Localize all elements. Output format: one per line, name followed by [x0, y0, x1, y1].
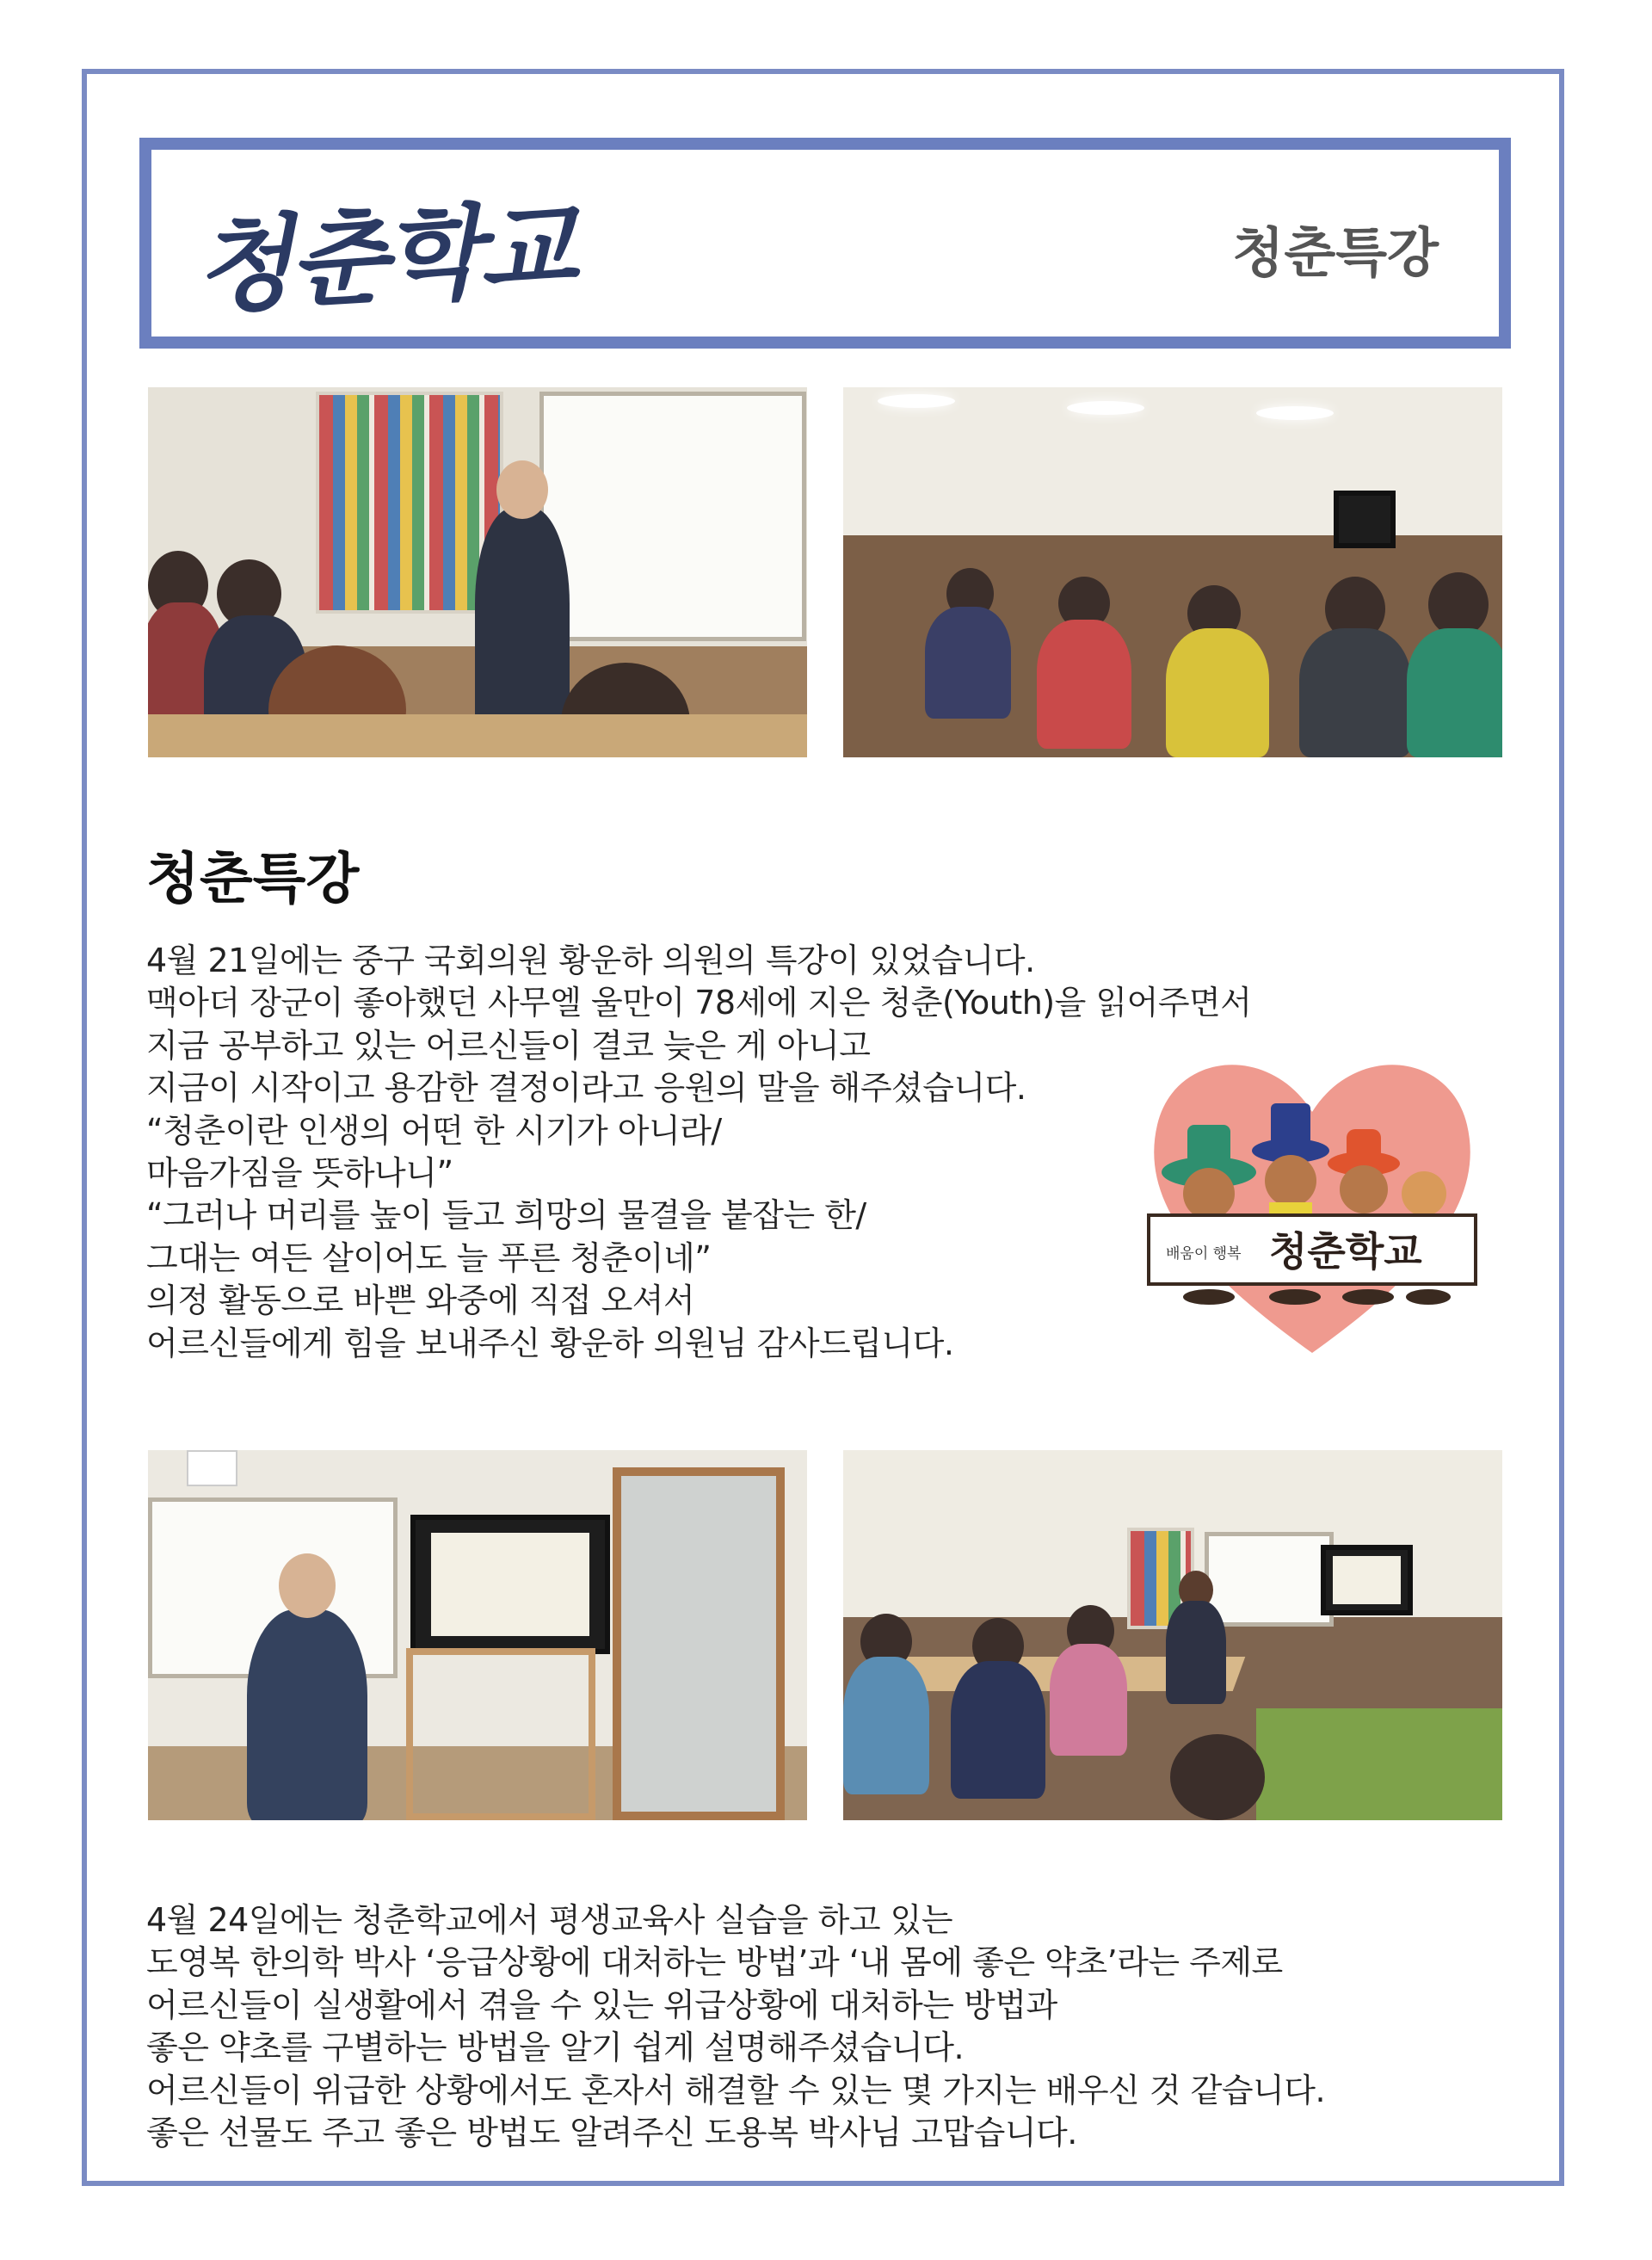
- photo-classroom-wide: [843, 1450, 1502, 1820]
- paragraph-second-lecture: [146, 1899, 1325, 2154]
- paragraph-line: 4월 21일에는 중구 국회의원 황운하 의원의 특강이 있었습니다.: [146, 942, 1035, 979]
- banner-main-text: 청춘학교: [1269, 1228, 1422, 1275]
- paragraph-line: “그러나 머리를 높이 들고 희망의 물결을 붙잡는 한/: [146, 1196, 866, 1235]
- paragraph-line: 좋은 선물도 주고 좋은 방법도 알려주신 도용복 박사님 고맙습니다.: [146, 2114, 1077, 2152]
- school-mascot-illustration: [1140, 1043, 1484, 1362]
- paragraph-line: 지금 공부하고 있는 어르신들이 결코 늦은 게 아니고: [146, 1026, 871, 1065]
- photo-lecturer-tv: [148, 1450, 807, 1820]
- paragraph-first-lecture: [146, 940, 1251, 1365]
- tv-stand: [406, 1648, 595, 1820]
- photo-lecture-speaker: [148, 387, 807, 757]
- paragraph-line: 맥아더 장군이 좋아했던 사무엘 울만이 78세에 지은 청춘(Youth)을 읽어주면서: [146, 984, 1252, 1022]
- header-banner: [139, 138, 1511, 349]
- paragraph-line: 어르신들이 실생활에서 겪을 수 있는 위급상황에 대처하는 방법과: [146, 1985, 1057, 2024]
- paragraph-line: 어르신들이 위급한 상황에서도 혼자서 해결할 수 있는 몇 가지는 배우신 것 같습니다.: [146, 2071, 1326, 2109]
- paragraph-line: “청춘이란 인생의 어떤 한 시기가 아니라/: [146, 1111, 722, 1150]
- paragraph-line: 마음가짐을 뜻하나니”: [146, 1154, 453, 1193]
- paragraph-line: 지금이 시작이고 용감한 결정이라고 응원의 말을 해주셨습니다.: [146, 1069, 1026, 1108]
- flag: [187, 1450, 237, 1486]
- paragraph-line: 도영복 한의학 박사 ‘응급상황에 대처하는 방법’과 ‘내 몸에 좋은 약초’라는 주제로: [146, 1943, 1283, 1982]
- section-title: 청춘특강: [146, 848, 360, 911]
- door: [613, 1467, 785, 1820]
- paragraph-line: 의정 활동으로 바쁜 와중에 직접 오셔서: [146, 1281, 695, 1320]
- paragraph-line: 그대는 여든 살이어도 늘 푸른 청춘이네”: [146, 1238, 712, 1277]
- school-logo-text: 청춘학교: [192, 187, 576, 327]
- paragraph-line: 4월 24일에는 청춘학교에서 평생교육사 실습을 하고 있는: [146, 1901, 953, 1939]
- paragraph-line: 어르신들에게 힘을 보내주신 황운하 의원님 감사드립니다.: [146, 1324, 954, 1362]
- header-label: 청춘특강: [1232, 221, 1439, 284]
- paragraph-line: 좋은 약초를 구별하는 방법을 알기 쉽게 설명해주셨습니다.: [146, 2028, 965, 2067]
- banner-small-text: 배움이 행복: [1166, 1245, 1242, 1263]
- photo-classroom-audience: [843, 387, 1502, 757]
